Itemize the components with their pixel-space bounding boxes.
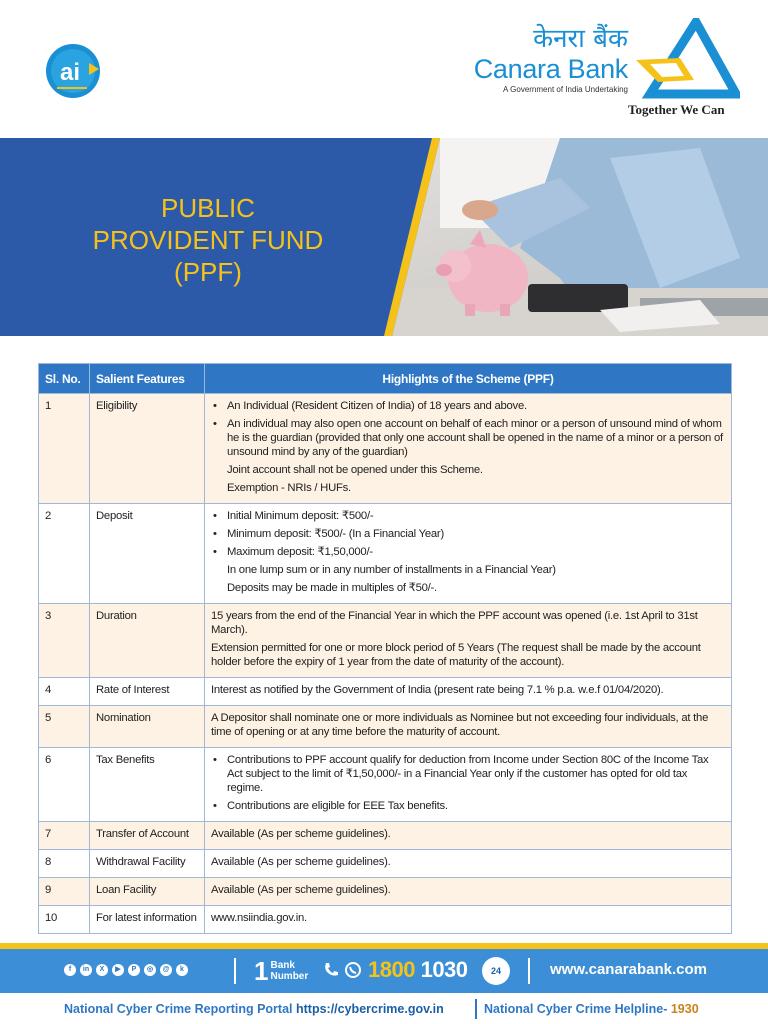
youtube-icon[interactable]: ▶ [112,964,124,976]
table-row [39,822,732,850]
one-bank-number [254,957,308,985]
cell-sl-no: 3 [39,604,90,678]
highlight-note: Joint account shall not be opened under this Scheme. [227,464,483,476]
pinterest-icon[interactable]: P [128,964,140,976]
cell-sl-no: 9 [39,878,90,906]
brand-hindi-name: केनरा बैंक [533,24,628,54]
cell-feature: Deposit [90,504,205,604]
cell-highlights [205,878,732,906]
table-header-row [39,364,732,394]
brand-tagline: Together We Can [628,102,725,117]
brand-subtitle: A Government of India Undertaking [503,85,628,94]
table-row [39,906,732,934]
cell-feature: Nomination [90,706,205,748]
bank-brand [474,24,628,94]
column-header-highlights: Highlights of the Scheme (PPF) [205,364,732,394]
highlight-bullets [211,509,725,559]
24x7-badge-icon: 24 [482,957,510,985]
threads-icon[interactable]: @ [160,964,172,976]
table-row [39,878,732,906]
highlight-bullet: • Contributions to PPF account qualify for deduction from Income under Section 80C of the Income Tax Act subject to the limit of ₹1,50,000/- in a Financial Year only if the customer has opted for old tax regime. [211,753,725,795]
ppf-features-table [38,363,731,934]
cell-sl-no: 4 [39,678,90,706]
brand-name: Canara Bank [473,54,628,84]
cell-highlights [205,678,732,706]
highlight-bullets [211,399,725,459]
canara-triangle-logo-icon [636,18,740,104]
cell-highlights [205,748,732,822]
bottom-separator [475,999,477,1019]
x-icon[interactable]: X [96,964,108,976]
cell-highlights [205,604,732,678]
cyber-helpline-number: 1930 [670,1002,699,1016]
cell-highlights [205,850,732,878]
highlight-bullet: • Contributions are eligible for EEE Tax benefits. [211,799,725,813]
cell-feature: Loan Facility [90,878,205,906]
highlight-bullet: • Minimum deposit: ₹500/- (In a Financial Year) [211,527,725,541]
toll-free-number [368,955,468,985]
bank-number-label-1: Bank [270,960,295,971]
social-icons [64,964,188,976]
cyber-crime-info [0,993,768,1024]
facebook-icon[interactable]: f [64,964,76,976]
page-header [0,0,768,138]
cell-feature: Duration [90,604,205,678]
banner-title-line1: PUBLIC [161,193,255,223]
banner-title-line2: PROVIDENT FUND [92,225,324,255]
footer-contact-bar [0,949,768,993]
cell-sl-no: 7 [39,822,90,850]
bank-number-label [270,960,308,982]
cell-sl-no: 1 [39,394,90,504]
footer-separator [528,958,530,984]
cyber-portal-label: National Cyber Crime Reporting Portal [64,1002,293,1016]
cell-highlights [205,822,732,850]
cell-feature: Withdrawal Facility [90,850,205,878]
table-body [39,394,732,934]
highlight-paragraph: A Depositor shall nominate one or more individuals as Nominee but not exceeding four individuals, at the time of opening or at any time before the maturity of account. [211,712,709,738]
cyber-portal-text [64,1002,444,1016]
helpline-part1: 1800 [368,957,415,982]
table-row [39,394,732,504]
highlight-note: Exemption - NRIs / HUFs. [227,482,351,494]
cyber-portal-link[interactable]: https://cybercrime.gov.in [296,1002,444,1016]
table-row [39,706,732,748]
cell-sl-no: 6 [39,748,90,822]
highlight-paragraph: Available (As per scheme guidelines). [211,856,391,868]
cell-feature: Rate of Interest [90,678,205,706]
whatsapp-icon [344,961,362,979]
cell-feature: Transfer of Account [90,822,205,850]
highlight-bullet: • Initial Minimum deposit: ₹500/- [211,509,725,523]
koo-icon[interactable]: k [176,964,188,976]
helpline-part2: 1030 [420,957,468,982]
table-row [39,748,732,822]
instagram-icon[interactable]: ◎ [144,964,156,976]
cell-sl-no: 10 [39,906,90,934]
cell-sl-no: 8 [39,850,90,878]
website-link[interactable]: www.canarabank.com [550,961,708,978]
highlight-paragraph: Interest as notified by the Government of India (present rate being 7.1 % p.a. w.e.f 01/04/2020). [211,684,664,696]
footer-separator [234,958,236,984]
banner-title-line3: (PPF) [174,257,242,287]
highlight-bullet: • Maximum deposit: ₹1,50,000/- [211,545,725,559]
ai-logo-text: ai [59,59,81,86]
bank-number-digit: 1 [254,956,269,986]
cell-highlights [205,504,732,604]
table-row [39,504,732,604]
highlight-paragraph: www.nsiindia.gov.in. [211,912,307,924]
cell-highlights [205,706,732,748]
highlight-paragraph: Extension permitted for one or more block period of 5 Years (The request shall be made by the account holder before the expiry of 1 year from the date of maturity of the account). [211,642,701,668]
cell-feature: Eligibility [90,394,205,504]
highlight-note: Deposits may be made in multiples of ₹50/-. [227,582,437,594]
cell-sl-no: 2 [39,504,90,604]
column-header-sl-no: Sl. No. [39,364,90,394]
highlight-paragraph: Available (As per scheme guidelines). [211,828,391,840]
cell-highlights [205,906,732,934]
table-row [39,678,732,706]
cell-feature: For latest information [90,906,205,934]
highlight-note: In one lump sum or in any number of installments in a Financial Year) [227,564,556,576]
table-row [39,604,732,678]
highlight-bullets [211,753,725,813]
cell-highlights [205,394,732,504]
highlight-paragraph: Available (As per scheme guidelines). [211,884,391,896]
cell-feature: Tax Benefits [90,748,205,822]
cyber-helpline-text [484,1002,699,1016]
column-header-features: Salient Features [90,364,205,394]
phone-icon [322,961,340,979]
table-row [39,850,732,878]
highlight-bullet: • An individual may also open one account on behalf of each minor or a person of unsound mind of whom he is the guardian (provided that only one account shall be opened in the name of a minor or a person of unsound mind by any of the guardian) [211,417,725,459]
cyber-helpline-label: National Cyber Crime Helpline- [484,1002,668,1016]
ai-app-logo [37,41,107,99]
highlight-paragraph: 15 years from the end of the Financial Year in which the PPF account was opened (i.e. 1st April to 31st March). [211,610,698,636]
hero-banner [0,138,768,336]
banner-title [78,192,338,288]
cell-sl-no: 5 [39,706,90,748]
linkedin-icon[interactable]: in [80,964,92,976]
highlight-bullet: • An Individual (Resident Citizen of India) of 18 years and above. [211,399,725,413]
bank-number-label-2: Number [270,971,309,982]
